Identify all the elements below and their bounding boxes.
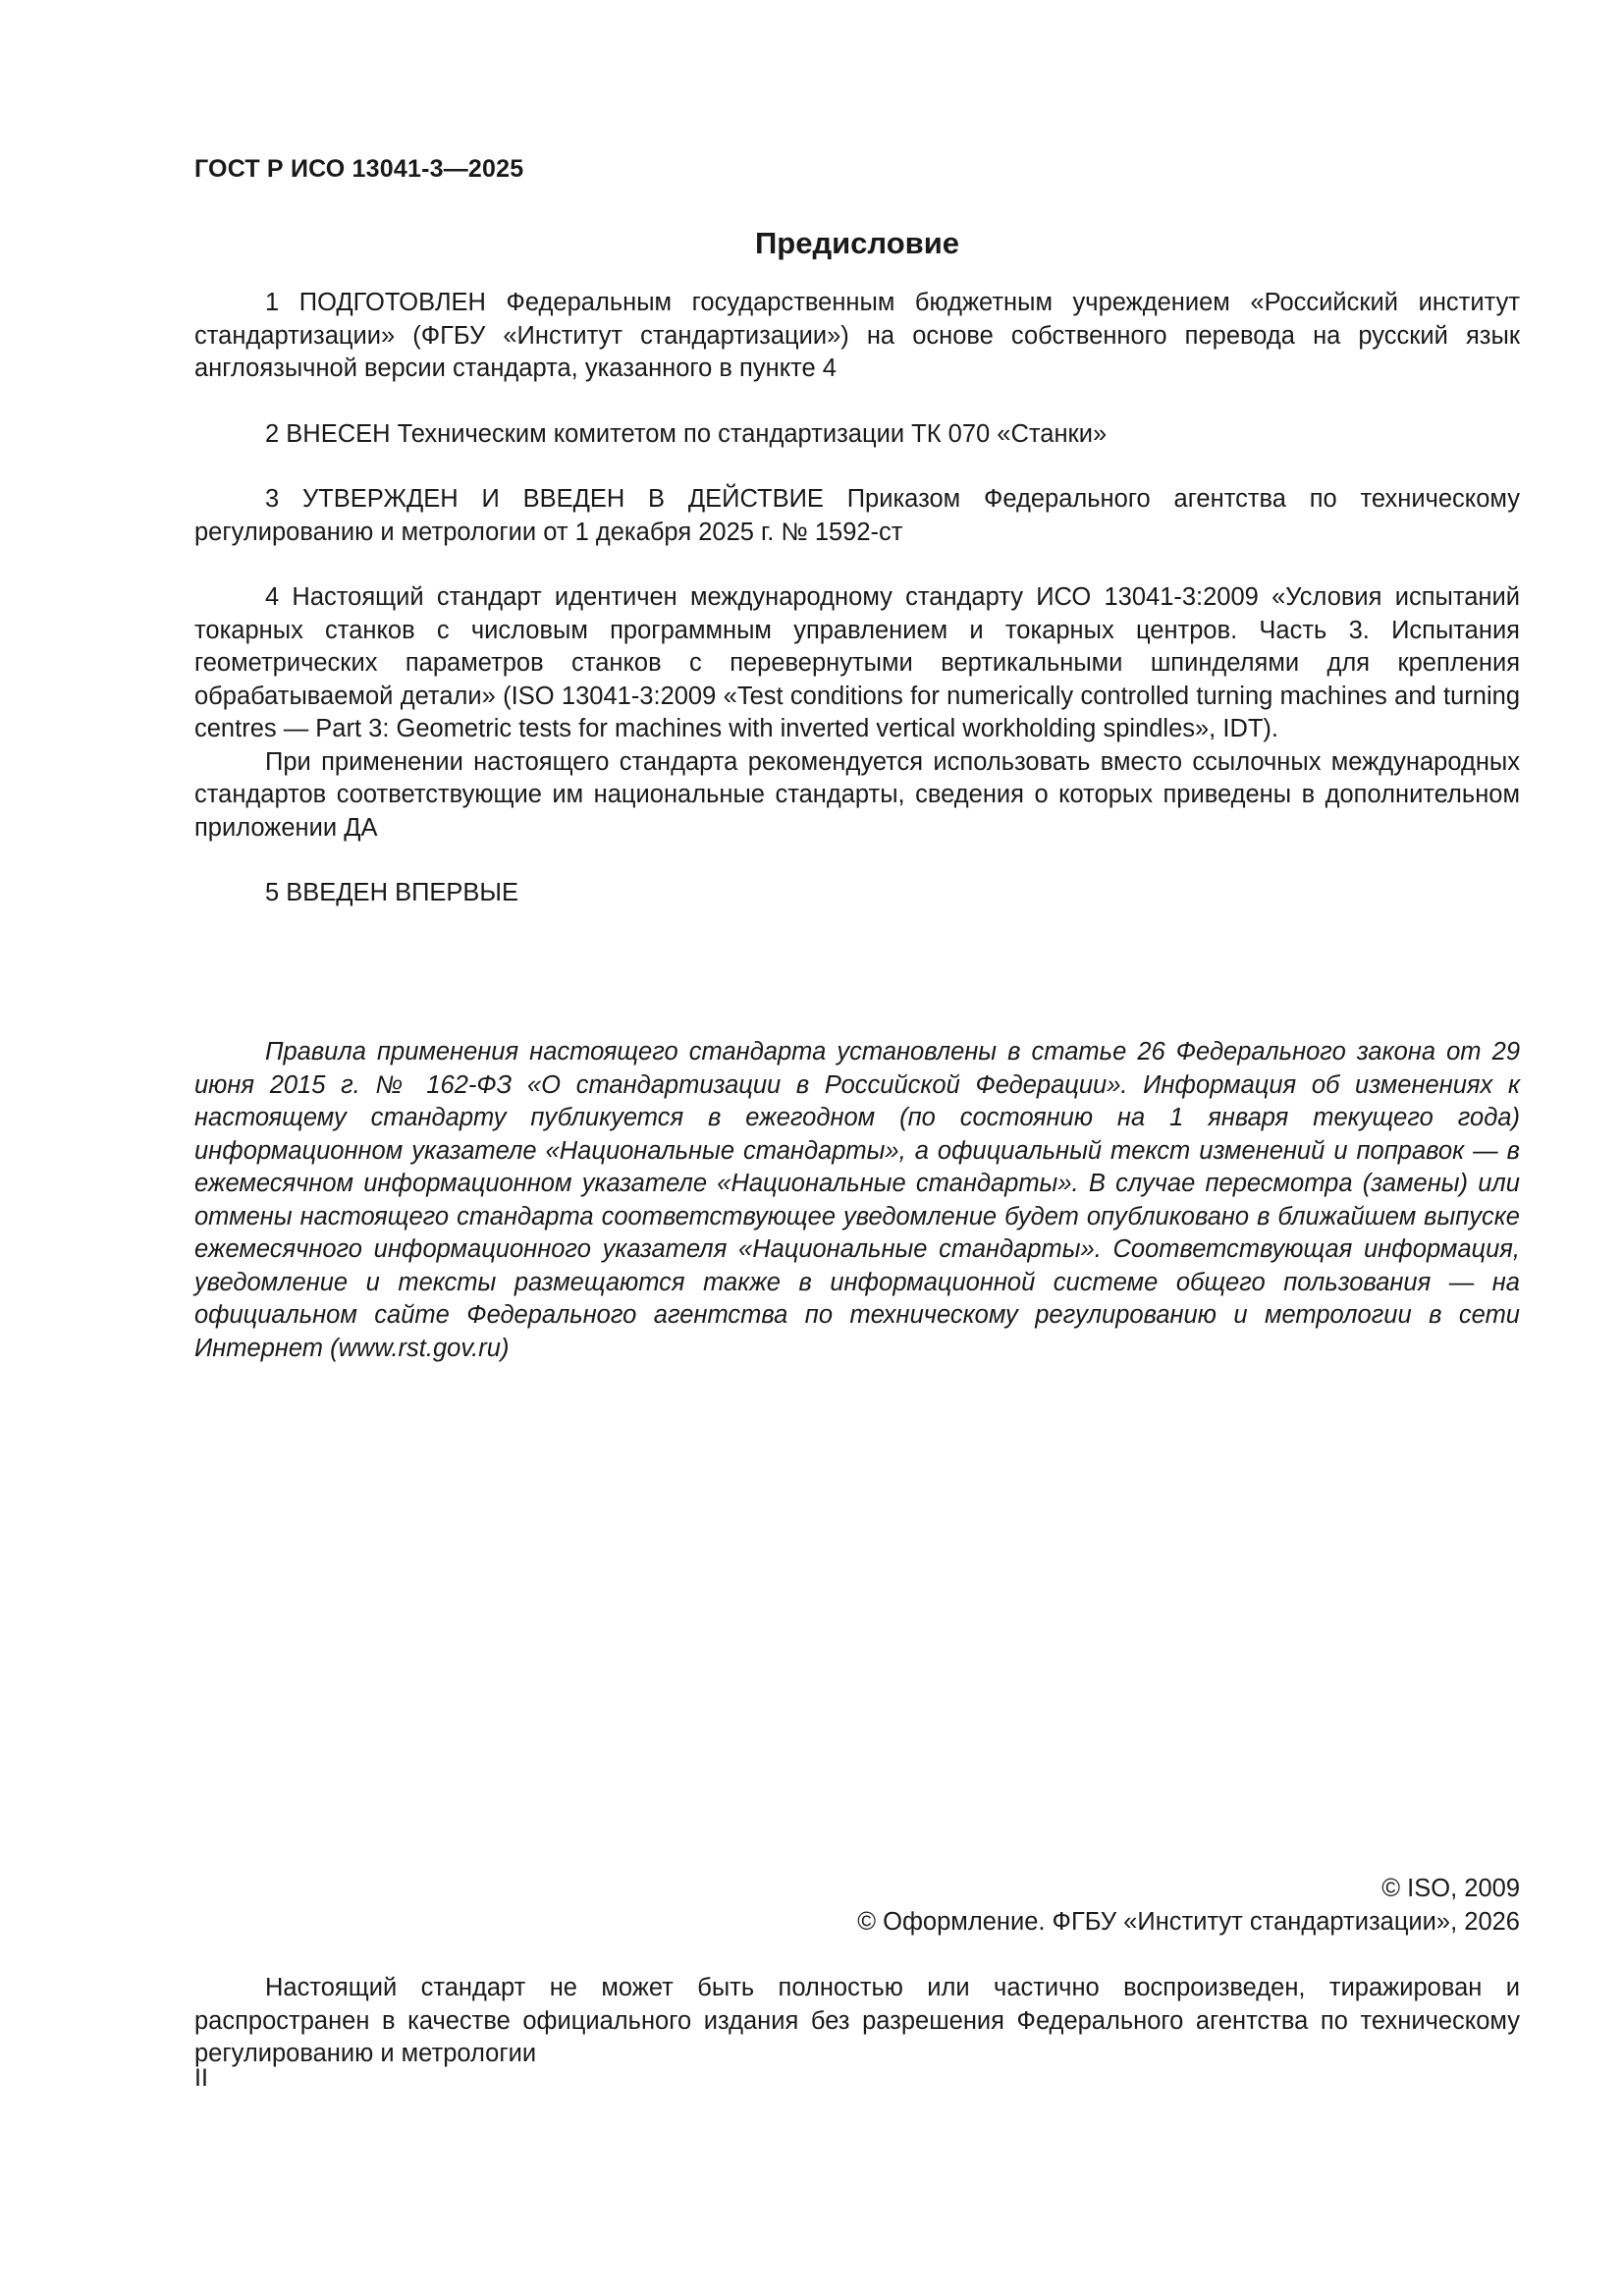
foreword-item-1: 1 ПОДГОТОВЛЕН Федеральным государственным бюджетным учреждением «Российский институт стандартизации» (ФГБУ «Институт стандартизации») на основе собственного перевода на русский язык англоязычной версии стандарта, указанного в пункте 4: [194, 289, 1520, 382]
reproduction-restriction: Настоящий стандарт не может быть полностью или частично воспроизведен, тиражирован и распространен в качестве официального издания без разрешения Федерального агентства по техническому регулированию и метрологии: [194, 1974, 1520, 2067]
copyright-block: [194, 1873, 1520, 1939]
foreword-body: [194, 287, 1520, 910]
section-title: Предисловие: [754, 226, 959, 260]
foreword-item-3: 3 УТВЕРЖДЕН И ВВЕДЕН В ДЕЙСТВИЕ Приказом Федерального агентства по техническому регулированию и метрологии от 1 декабря 2025 г. № 1592-ст: [194, 485, 1520, 546]
copyright-design: © Оформление. ФГБУ «Институт стандартизации», 2026: [857, 1907, 1520, 1936]
page-number: II: [194, 2064, 208, 2092]
foreword-item-2: 2 ВНЕСЕН Техническим комитетом по стандартизации ТК 070 «Станки»: [265, 419, 1108, 448]
foreword-item-4: 4 Настоящий стандарт идентичен международному стандарту ИСО 13041-3:2009 «Условия испытаний токарных станков с числовым программным управлением и токарных центров. Часть 3. Испытания геометрических параметров станков с перевернутыми вертикальными шпинделями для крепления обрабатываемой детали» (ISO 13041-3:2009 «Test conditions for numerically controlled turning machines and turning centres — Part 3: Geometric tests for machines with inverted vertical workholding spindles», IDT).: [194, 583, 1520, 742]
legal-notice: Правила применения настоящего стандарта установлены в статье 26 Федерального закона от 29 июня 2015 г. № 162-ФЗ «О стандартизации в Российской Федерации». Информация об изменениях к настоящему стандарту публикуется в ежегодном (по состоянию на 1 января текущего года) информационном указателе «Национальные стандарты», а официальный текст изменений и поправок — в ежемесячном информационном указателе «Национальные стандарты». В случае пересмотра (замены) или отмены настоящего стандарта соответствующее уведомление будет опубликовано в ближайшем выпуске ежемесячного информационного указателя «Национальные стандарты». Соответствующая информация, уведомление и тексты размещаются также в информационной системе общего пользования — на официальном сайте Федерального агентства по техническому регулированию и метрологии в сети Интернет (www.rst.gov.ru): [194, 1038, 1520, 1362]
document-id-header: ГОСТ Р ИСО 13041-3—2025: [194, 155, 524, 183]
foreword-item-4-note: При применении настоящего стандарта рекомендуется использовать вместо ссылочных международных стандартов соответствующие им национальные стандарты, сведения о которых приведены в дополнительном приложении ДА: [194, 747, 1520, 842]
foreword-item-5: 5 ВВЕДЕН ВПЕРВЫЕ: [265, 879, 519, 906]
copyright-iso: © ISO, 2009: [1381, 1875, 1520, 1902]
